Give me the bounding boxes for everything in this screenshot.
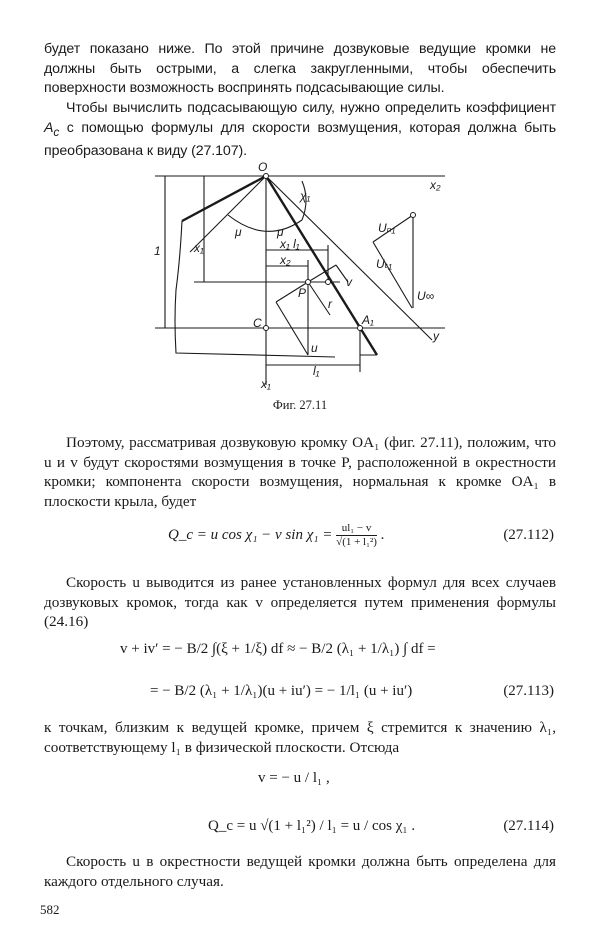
equation-number-27-113: (27.113)	[503, 683, 554, 699]
eq112-numerator: ul₁ − v	[336, 522, 377, 536]
label-Ut1: Uₜ₁	[376, 257, 392, 271]
label-x1-axis: x₁	[261, 377, 271, 391]
label-A1: A₁	[362, 313, 374, 327]
equation-number-27-112: (27.112)	[503, 527, 554, 543]
label-1: 1	[154, 244, 161, 258]
label-l1: l₁	[313, 364, 320, 378]
paragraph-2	[44, 99, 556, 161]
label-x2-axis: x₂	[430, 178, 441, 192]
paragraph-1: будет показано ниже. По этой причине дозвуковые ведущие кромки не должны быть острыми, а слегка закругленными, чтобы обеспечить поверхности возможность воспринять подсасывающие силы.	[44, 41, 556, 96]
label-C: C	[253, 316, 262, 330]
page-number: 582	[40, 902, 60, 917]
paragraph-2b-text: с помощью формулы для скорости возмущения, которая должна быть преобразована к виду (27.107).	[44, 119, 556, 159]
label-mu-left: μ	[235, 225, 242, 239]
eq112-denominator: √(1 + l₁²)	[336, 536, 377, 548]
eq112-lhs: Q_c = u cos χ₁ − v sin χ₁ =	[168, 526, 333, 543]
paragraph-5: к точкам, близким к ведущей кромке, причем ξ стремится к значению λ₁, соответствующему l₁ в физической плоскости. Отсюда	[44, 719, 556, 756]
figure-caption: Фиг. 27.11	[272, 398, 328, 412]
equation-27-113-line-1: v + iv′ = − B/2 ∫(ξ + 1/ξ) df ≈ − B/2 (λ₁ + 1/λ₁) ∫ df =	[120, 641, 436, 657]
label-Un1: Uₙ₁	[378, 221, 396, 235]
figure-27-11	[140, 160, 460, 400]
paragraph-2-text: Чтобы вычислить подсасывающую силу, нужно определить коэффициент	[66, 100, 556, 116]
label-O: O	[258, 160, 268, 174]
label-x1l1: x₁ l₁	[280, 237, 300, 251]
paragraph-4: Скорость u выводится из ранее установленных формул для всех случаев дозвуковых кромок, тогда как v определяется путем применения формулы (24.16)	[44, 574, 556, 630]
eq112-fraction	[336, 522, 377, 549]
equation-number-27-114: (27.114)	[503, 818, 554, 834]
coef-subscript: c	[53, 124, 60, 139]
label-Uinf: U∞	[417, 289, 435, 303]
label-u: u	[311, 341, 318, 355]
label-x1-dim: x₁	[194, 241, 204, 255]
equation-27-112: Q_c = u cos χ₁ − v sin χ₁ = $\frac{\text{ul₁ − v}}{\text{√(1 + l₁²)}}$ .	[168, 522, 385, 548]
paragraph-3: Поэтому, рассматривая дозвуковую кромку OA₁ (фиг. 27.11), положим, что u и v будут скоростями возмущения в точке P, расположенной в окрестности кромки; компонента скорости возмущения, нормальная к кромке OA₁ в плоскости крыла, будет	[44, 434, 556, 510]
label-r: r	[328, 297, 332, 311]
label-mu-right: μ	[277, 225, 284, 239]
label-y-axis: y	[433, 329, 439, 343]
equation-27-113-line-2: = − B/2 (λ₁ + 1/λ₁)(u + iu′) = − 1/l₁ (u + iu′)	[150, 683, 413, 699]
equation-27-114: Q_c = u √(1 + l₁²) / l₁ = u / cos χ₁ .	[208, 818, 416, 834]
label-P: P	[298, 286, 307, 300]
coef-symbol: A	[44, 119, 54, 136]
label-x2-dim: x₂	[280, 253, 291, 267]
equation-v: v = − u / l₁ ,	[258, 770, 330, 786]
paragraph-6: Скорость u в окрестности ведущей кромки должна быть определена для каждого отдельного случая.	[44, 853, 556, 890]
label-chi1: χ₁	[300, 189, 311, 203]
label-v: v	[346, 275, 352, 289]
